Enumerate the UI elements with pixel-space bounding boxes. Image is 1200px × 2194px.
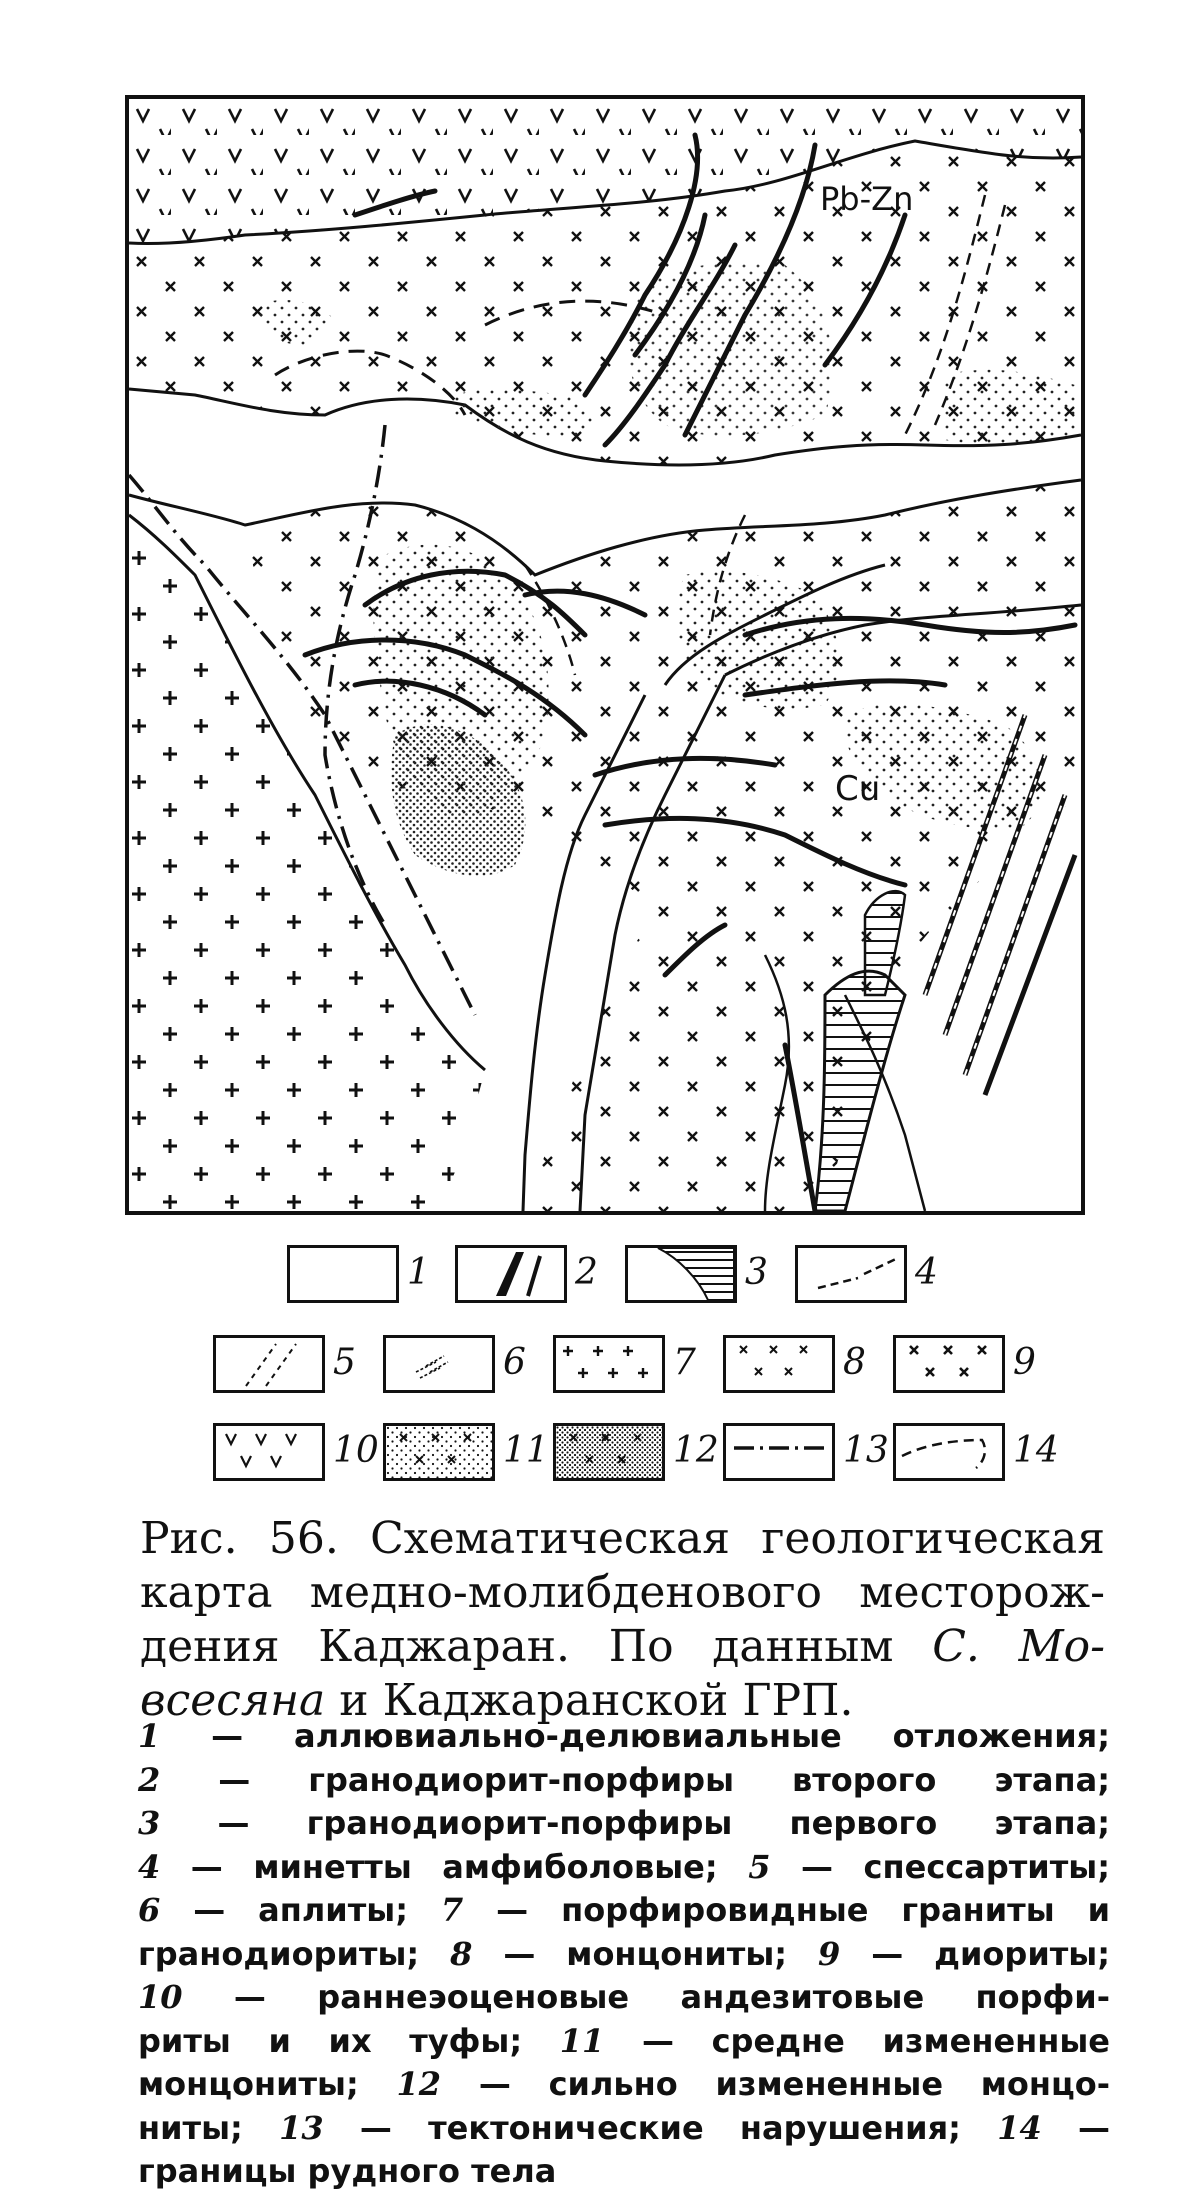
legend-text-line [138, 2150, 1110, 2194]
legend-text-number: 13 [279, 2108, 324, 2147]
legend-text-line [138, 1846, 1110, 1890]
legend-explanation [138, 1715, 1110, 2194]
legend-number: 11 [503, 1430, 549, 1471]
legend-text-line [138, 2063, 1110, 2107]
legend-text-description: — спессартиты; [770, 1847, 1111, 1886]
legend-text-number: 7 [440, 1891, 464, 1929]
legend-number: 1 [407, 1252, 430, 1293]
legend-text-line [138, 1802, 1110, 1846]
legend-number: 5 [333, 1342, 356, 1383]
legend-text-description: — диориты; [840, 1934, 1111, 1973]
legend-text-description: — порфировидные граниты и [463, 1891, 1111, 1929]
legend-text-description: — раннеэоценовые андезитовые порфи- [182, 1978, 1110, 2016]
legend-swatch-andesite [213, 1423, 325, 1481]
legend-text-number: 2 [138, 1760, 161, 1799]
legend-text-line [138, 2020, 1110, 2064]
legend-swatch-aplite [383, 1335, 495, 1393]
legend-number: 2 [575, 1252, 598, 1293]
legend-text-number: 3 [138, 1804, 161, 1842]
legend-text-description: — тектонические нарушения; [323, 2108, 998, 2147]
legend-number: 13 [843, 1430, 889, 1471]
legend-text-description: — монцониты; [472, 1934, 818, 1973]
caption-text: дения Каджаран. По данным [140, 1621, 933, 1672]
legend-text-number: 6 [138, 1891, 161, 1929]
legend-text-description: — [1041, 2108, 1111, 2147]
legend-number: 3 [745, 1252, 768, 1293]
figure-caption [140, 1512, 1105, 1728]
legend-text-line [138, 1933, 1110, 1977]
caption-line [140, 1620, 1105, 1674]
legend-swatch-dashed-line [795, 1245, 907, 1303]
legend-text-number: 9 [818, 1934, 841, 1973]
legend-number: 12 [673, 1430, 719, 1471]
legend-number: 14 [1013, 1430, 1059, 1471]
legend-number: 4 [915, 1252, 938, 1293]
legend-text-description: границы рудного тела [138, 2152, 557, 2190]
legend-text-description: монцониты; [138, 2065, 397, 2103]
legend-number: 8 [843, 1342, 866, 1383]
geological-map [125, 95, 1085, 1215]
legend-swatch-diorite [893, 1335, 1005, 1393]
caption-line: Рис. 56. Схематическая геологическая [140, 1513, 1105, 1564]
legend-swatch-moderately-altered [383, 1423, 495, 1481]
legend-swatch-strongly-altered [553, 1423, 665, 1481]
legend-text-description: — средне измененные [604, 2021, 1111, 2060]
legend-text-description: — аллювиально-делювиальные отложения; [160, 1717, 1110, 1755]
legend-text-line [138, 1976, 1110, 2020]
legend-text-number: 14 [997, 2108, 1042, 2147]
legend-text-description: — гранодиорит-порфиры первого этапа; [160, 1804, 1110, 1842]
legend-text-description: — минетты амфиболовые; [160, 1847, 749, 1886]
map-label-pb-zn: Pb-Zn [820, 180, 914, 218]
legend-swatch-blank [287, 1245, 399, 1303]
legend-text-number: 8 [450, 1934, 473, 1973]
legend-text-number: 4 [138, 1847, 161, 1886]
legend-swatch-granite [553, 1335, 665, 1393]
legend-text-description: — аплиты; [160, 1891, 441, 1929]
caption-author: всесяна [140, 1675, 326, 1726]
legend-text-description: — сильно измененные монцо- [441, 2065, 1111, 2103]
caption-text: и Каджаранской ГРП. [325, 1675, 854, 1726]
legend-swatch-dyke [455, 1245, 567, 1303]
legend-text-number: 5 [748, 1847, 771, 1886]
legend-text-line [138, 1715, 1110, 1759]
legend-swatch-hatched [625, 1245, 737, 1303]
legend-swatch-fault [723, 1423, 835, 1481]
legend-number: 6 [503, 1342, 526, 1383]
legend-text-description: гранодиориты; [138, 1934, 451, 1973]
legend-text-number: 1 [138, 1717, 161, 1755]
legend-number: 10 [333, 1430, 379, 1471]
legend-text-line [138, 1889, 1110, 1933]
legend-text-number: 10 [138, 1978, 183, 2016]
legend-swatch-ore-boundary [893, 1423, 1005, 1481]
caption-author: С. Мо- [932, 1621, 1105, 1672]
legend-text-description: — гранодиорит-порфиры второго этапа; [160, 1760, 1110, 1799]
legend-text-description: риты и их туфы; [138, 2021, 560, 2060]
legend-text-line [138, 2107, 1110, 2151]
legend-text-description: ниты; [138, 2108, 280, 2147]
legend-swatch-spessartite [213, 1335, 325, 1393]
legend-number: 9 [1013, 1342, 1036, 1383]
legend-number: 7 [673, 1342, 696, 1383]
legend-text-number: 12 [396, 2065, 442, 2103]
legend-text-line [138, 1759, 1110, 1803]
map-label-cu: Cu [835, 769, 881, 809]
legend-text-number: 11 [559, 2021, 605, 2060]
legend-swatch-monzonite [723, 1335, 835, 1393]
caption-line: карта медно-молибденового месторож- [140, 1567, 1105, 1618]
